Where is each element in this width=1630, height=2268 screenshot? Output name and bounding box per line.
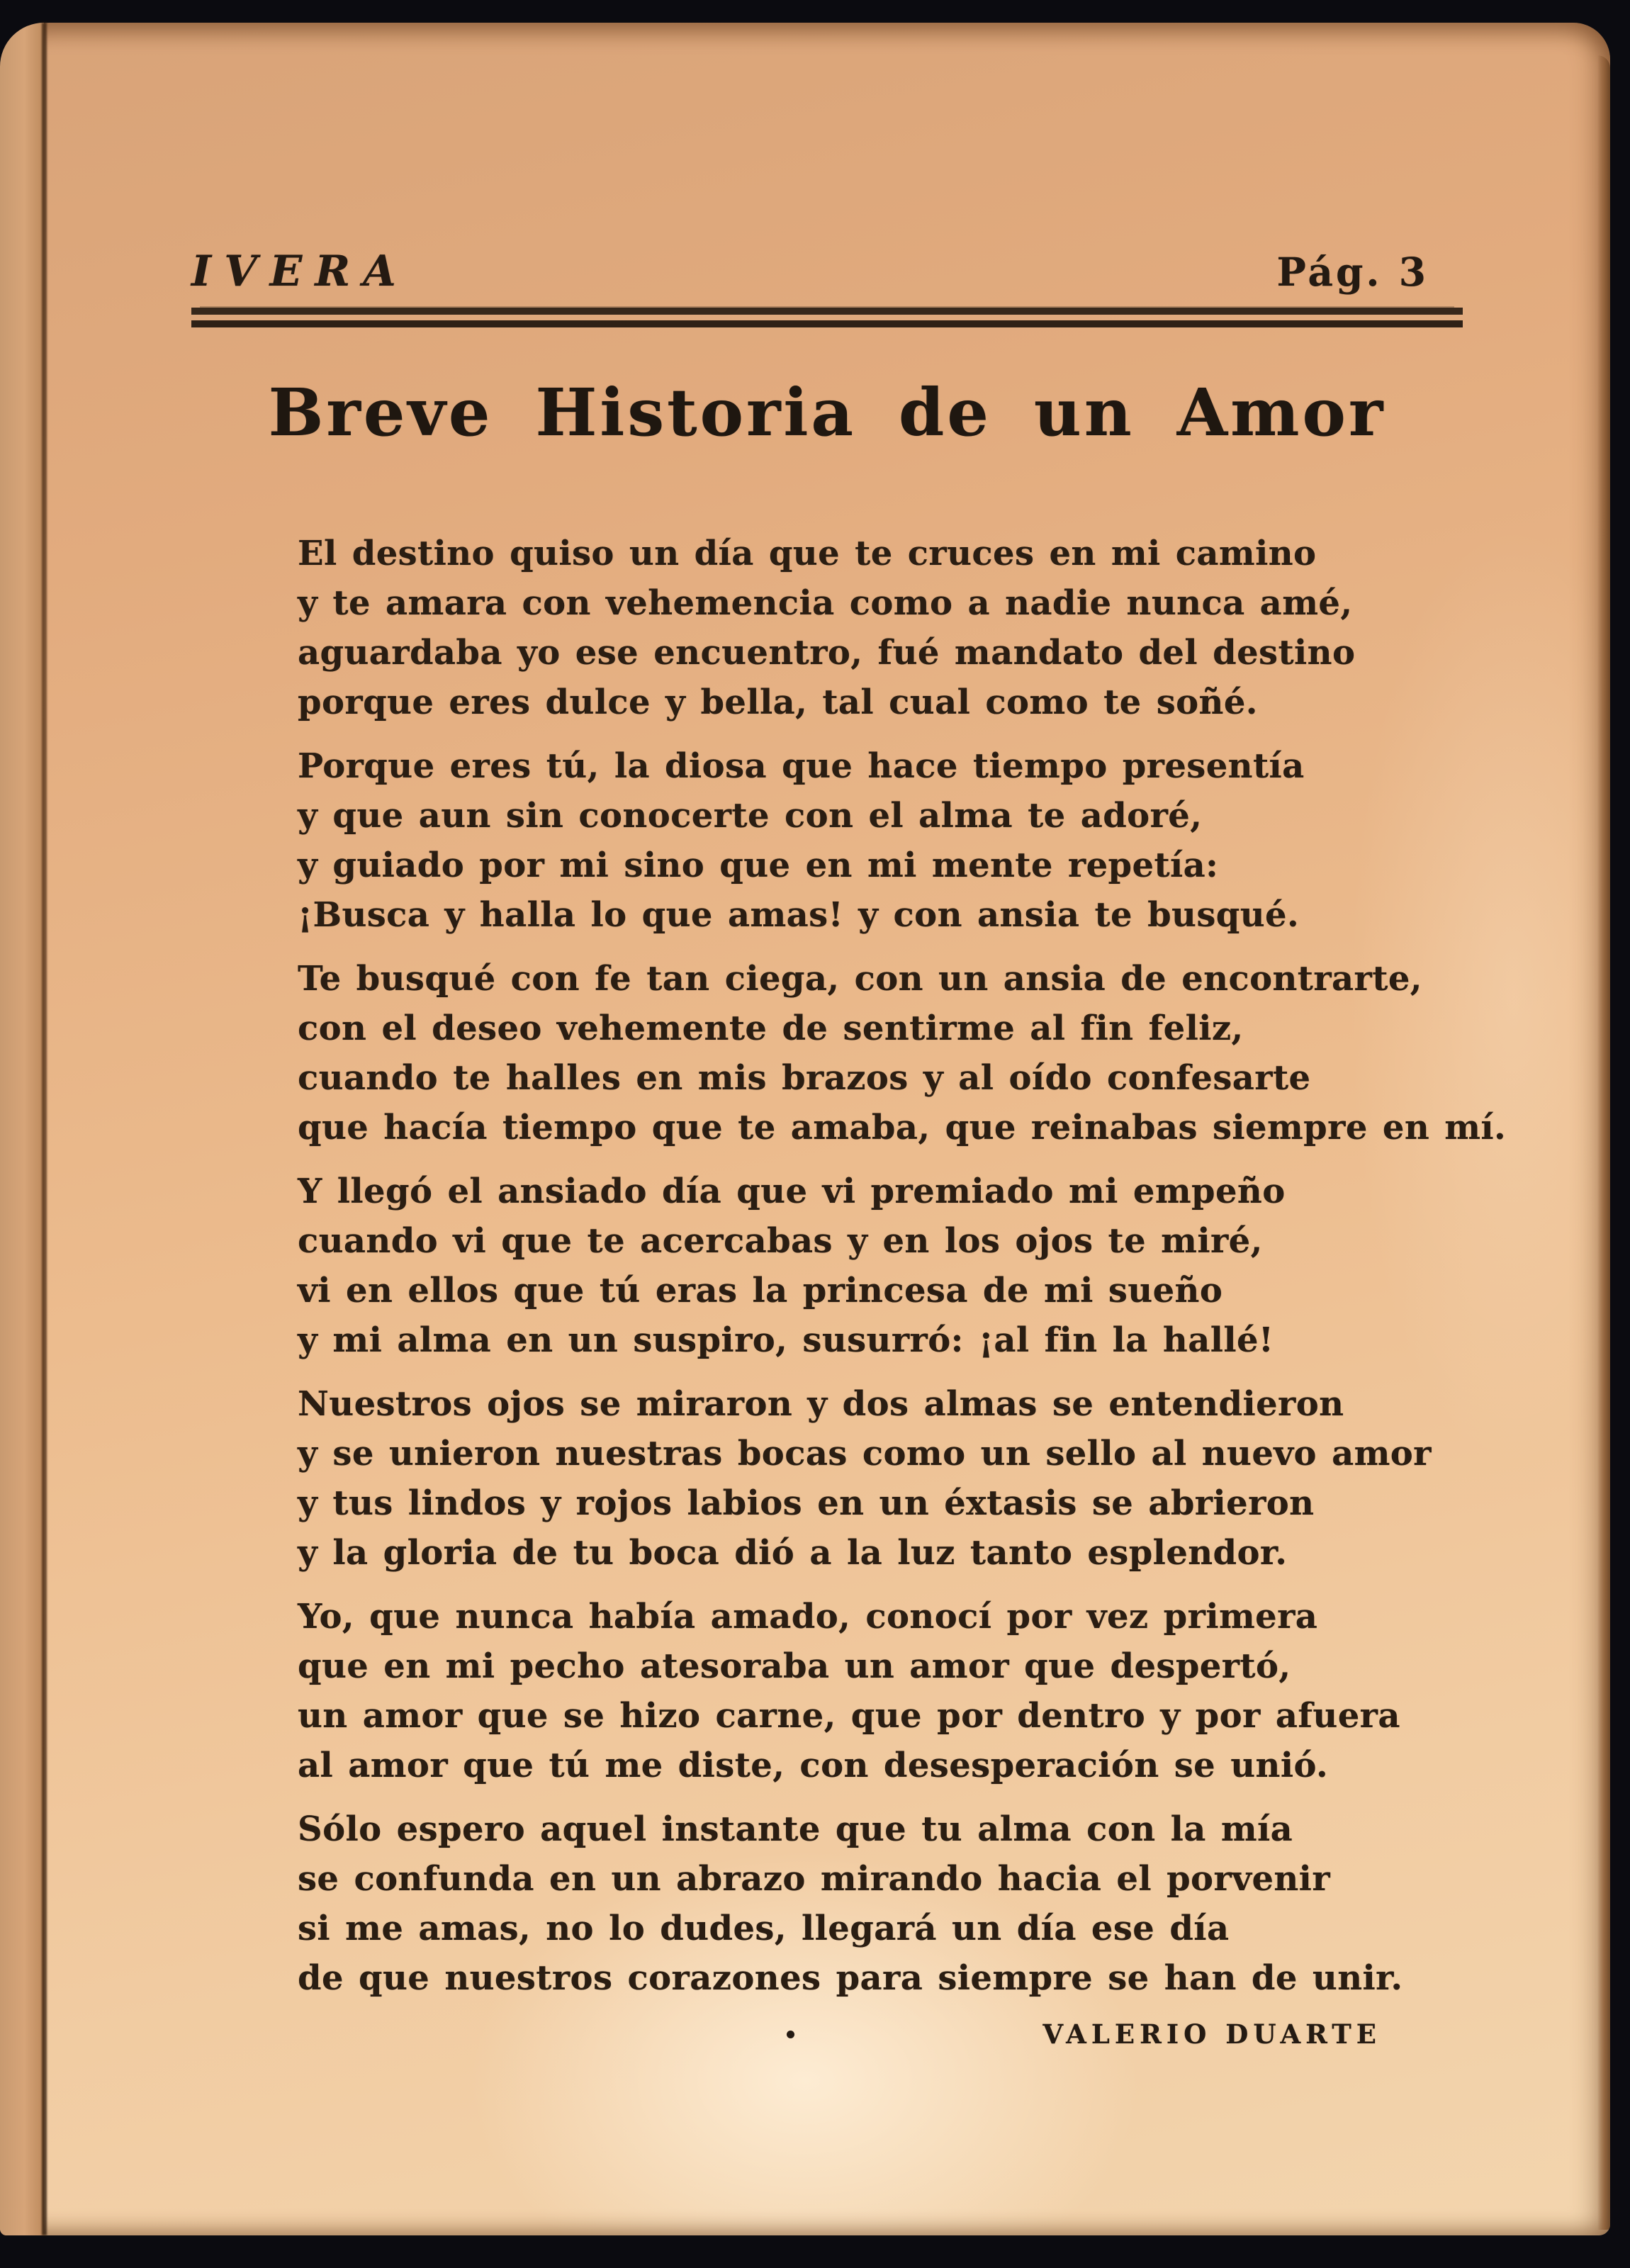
stanza — [298, 1167, 1463, 1365]
poem-line: y se unieron nuestras bocas como un sello al nuevo amor — [298, 1434, 1432, 1473]
poem-line: un amor que se hizo carne, que por dentro y por afuera — [298, 1696, 1400, 1736]
page-number: Pág. 3 — [1276, 249, 1429, 295]
poem-title: Breve Historia de un Amor — [268, 374, 1386, 451]
poem-line: ¡Busca y halla lo que amas! y con ansia te busqué. — [298, 895, 1300, 935]
poem-line: cuando vi que te acercabas y en los ojos te miré, — [298, 1221, 1263, 1261]
poem-line: Y llegó el ansiado día que vi premiado mi empeño — [298, 1172, 1286, 1211]
poem-line: si me amas, no lo dudes, llegará un día ese día — [298, 1909, 1230, 1948]
stanza — [298, 741, 1463, 940]
poem-body — [191, 529, 1507, 2003]
poem-line: Nuestros ojos se miraron y dos almas se entendieron — [298, 1384, 1344, 1424]
poem-line: y la gloria de tu boca dió a la luz tanto esplendor. — [298, 1533, 1288, 1573]
page-cut-edge — [1597, 55, 1610, 2230]
stanza — [298, 954, 1507, 1152]
poem-line: El destino quiso un día que te cruces en mi camino — [298, 534, 1317, 573]
poem-line: Sólo espero aquel instante que tu alma con la mía — [298, 1809, 1293, 1849]
book-page — [0, 23, 1610, 2235]
poem-line: y guiado por mi sino que en mi mente repetía: — [298, 846, 1219, 885]
poem-line: vi en ellos que tú eras la princesa de mi sueño — [298, 1271, 1223, 1310]
poem-line: aguardaba yo ese encuentro, fué mandato del destino — [298, 633, 1356, 673]
page-gutter-fold — [42, 23, 47, 2235]
poem-line: Porque eres tú, la diosa que hace tiempo presentía — [298, 746, 1305, 786]
poem-line: Te busqué con fe tan ciega, con un ansia de encontrarte, — [298, 959, 1422, 999]
poem-line: y que aun sin conocerte con el alma te adoré, — [298, 796, 1203, 836]
poem-line: al amor que tú me diste, con desesperación se unió. — [298, 1746, 1329, 1785]
author-signature: VALERIO DUARTE — [1042, 2019, 1381, 2050]
poem-line: se confunda en un abrazo mirando hacia el porvenir — [298, 1859, 1331, 1899]
printed-content — [191, 23, 1507, 2050]
poem-line: Yo, que nunca había amado, conocí por vez primera — [298, 1597, 1318, 1637]
poem-line: de que nuestros corazones para siempre se han de unir. — [298, 1958, 1403, 1998]
publication-name: IVERA — [191, 247, 409, 296]
header-divider-rule — [191, 308, 1463, 327]
adjacent-page-edge — [0, 23, 44, 2235]
poem-line: con el deseo vehemente de sentirme al fin feliz, — [298, 1009, 1244, 1048]
poem-line: que hacía tiempo que te amaba, que reinabas siempre en mí. — [298, 1108, 1507, 1147]
stanza — [298, 1804, 1463, 2003]
signature-row — [191, 2019, 1463, 2050]
poem-line: cuando te halles en mis brazos y al oído confesarte — [298, 1058, 1311, 1098]
stanza — [298, 529, 1463, 727]
poem-line: y tus lindos y rojos labios en un éxtasis se abrieron — [298, 1483, 1315, 1523]
poem-line: que en mi pecho atesoraba un amor que despertó, — [298, 1646, 1291, 1686]
stanza — [298, 1379, 1463, 1578]
ink-dot — [787, 2031, 794, 2038]
poem-line: porque eres dulce y bella, tal cual como te soñé. — [298, 683, 1258, 722]
poem-line: y te amara con vehemencia como a nadie nunca amé, — [298, 583, 1353, 623]
page-header — [191, 247, 1463, 296]
poem-line: y mi alma en un suspiro, susurró: ¡al fin la hallé! — [298, 1320, 1274, 1360]
stanza — [298, 1592, 1463, 1790]
